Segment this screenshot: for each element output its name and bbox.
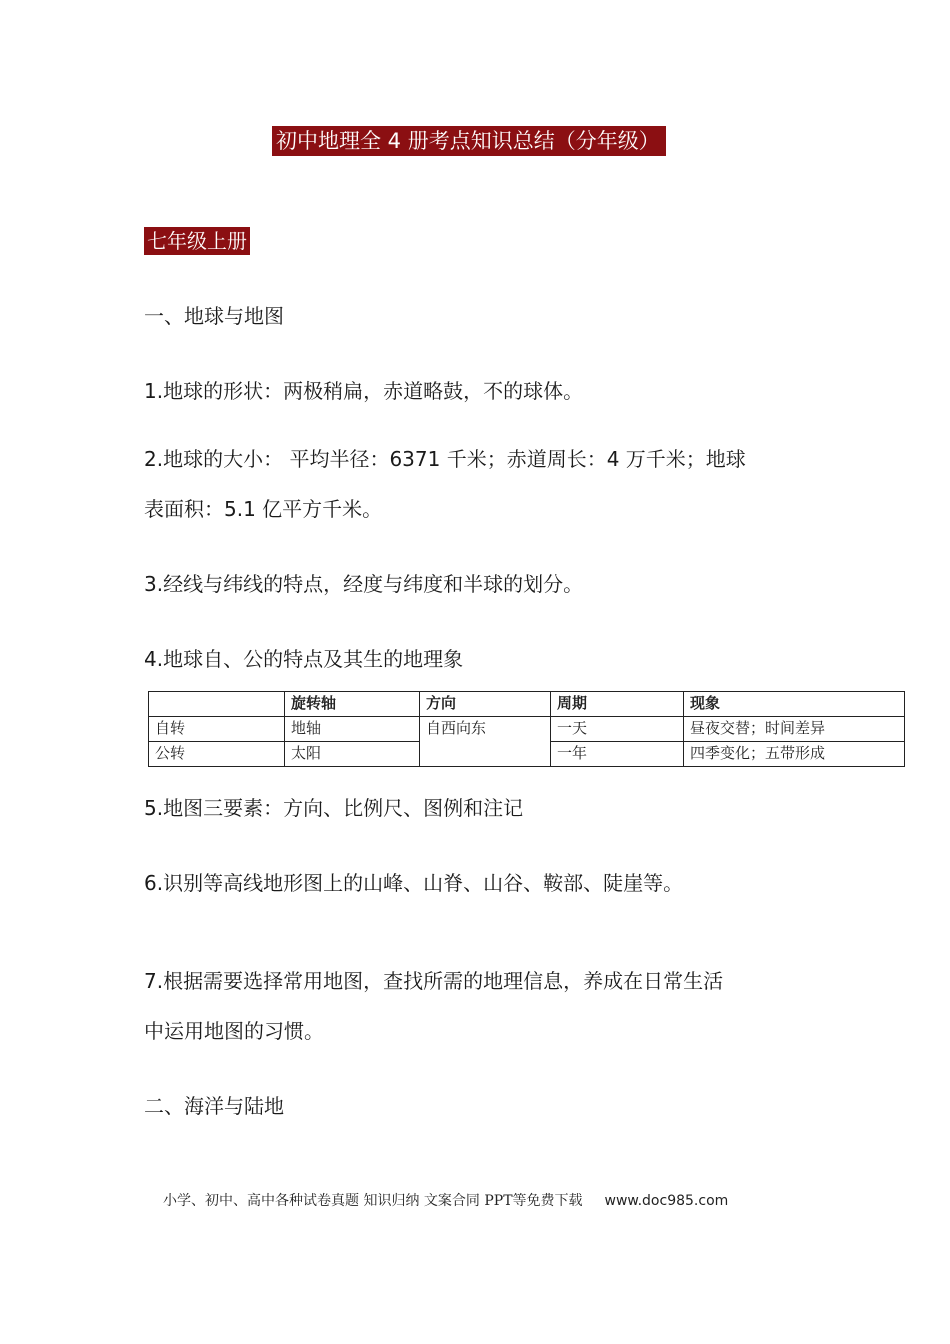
table-cell: 地轴	[285, 717, 420, 742]
footer-text: 小学、初中、高中各种试卷真题 知识归纳 文案合同 PPT等免费下载	[163, 1193, 583, 1209]
page-footer	[163, 1191, 728, 1211]
table-header-cell: 现象	[684, 692, 905, 717]
table-cell: 一天	[551, 717, 684, 742]
document-title: 初中地理全 4 册考点知识总结（分年级）	[272, 126, 666, 156]
earth-motion-table	[148, 691, 905, 767]
grade-label: 七年级上册	[144, 227, 250, 255]
table-cell: 昼夜交替；时间差异	[684, 717, 905, 742]
item-2-line-1: 2.地球的大小： 平均半径：6371 千米；赤道周长：4 万千米；地球	[144, 447, 746, 471]
section-heading-2: 二、海洋与陆地	[144, 1094, 284, 1118]
item-7-line-1: 7.根据需要选择常用地图，查找所需的地理信息，养成在日常生活	[144, 969, 724, 993]
item-3: 3.经线与纬线的特点，经度与纬度和半球的划分。	[144, 572, 584, 596]
table-header-cell: 旋转轴	[285, 692, 420, 717]
table-cell: 公转	[149, 742, 285, 767]
item-6: 6.识别等高线地形图上的山峰、山脊、山谷、鞍部、陡崖等。	[144, 871, 684, 895]
footer-url[interactable]: www.doc985.com	[604, 1193, 729, 1209]
section-heading-1: 一、地球与地图	[144, 304, 284, 328]
table-header-cell: 周期	[551, 692, 684, 717]
table-cell: 自西向东	[420, 717, 551, 767]
item-4: 4.地球自、公的特点及其生的地理象	[144, 647, 464, 671]
table-header-row	[149, 692, 905, 717]
table-cell: 一年	[551, 742, 684, 767]
table-cell: 自转	[149, 717, 285, 742]
table-cell: 四季变化；五带形成	[684, 742, 905, 767]
item-1: 1.地球的形状：两极稍扁，赤道略鼓，不的球体。	[144, 379, 584, 403]
table-header-cell	[149, 692, 285, 717]
item-7-line-2: 中运用地图的习惯。	[144, 1019, 324, 1043]
item-2-line-2: 表面积：5.1 亿平方千米。	[144, 497, 383, 521]
table-header-cell: 方向	[420, 692, 551, 717]
table-cell: 太阳	[285, 742, 420, 767]
item-5: 5.地图三要素：方向、比例尺、图例和注记	[144, 796, 524, 820]
table-row	[149, 717, 905, 742]
